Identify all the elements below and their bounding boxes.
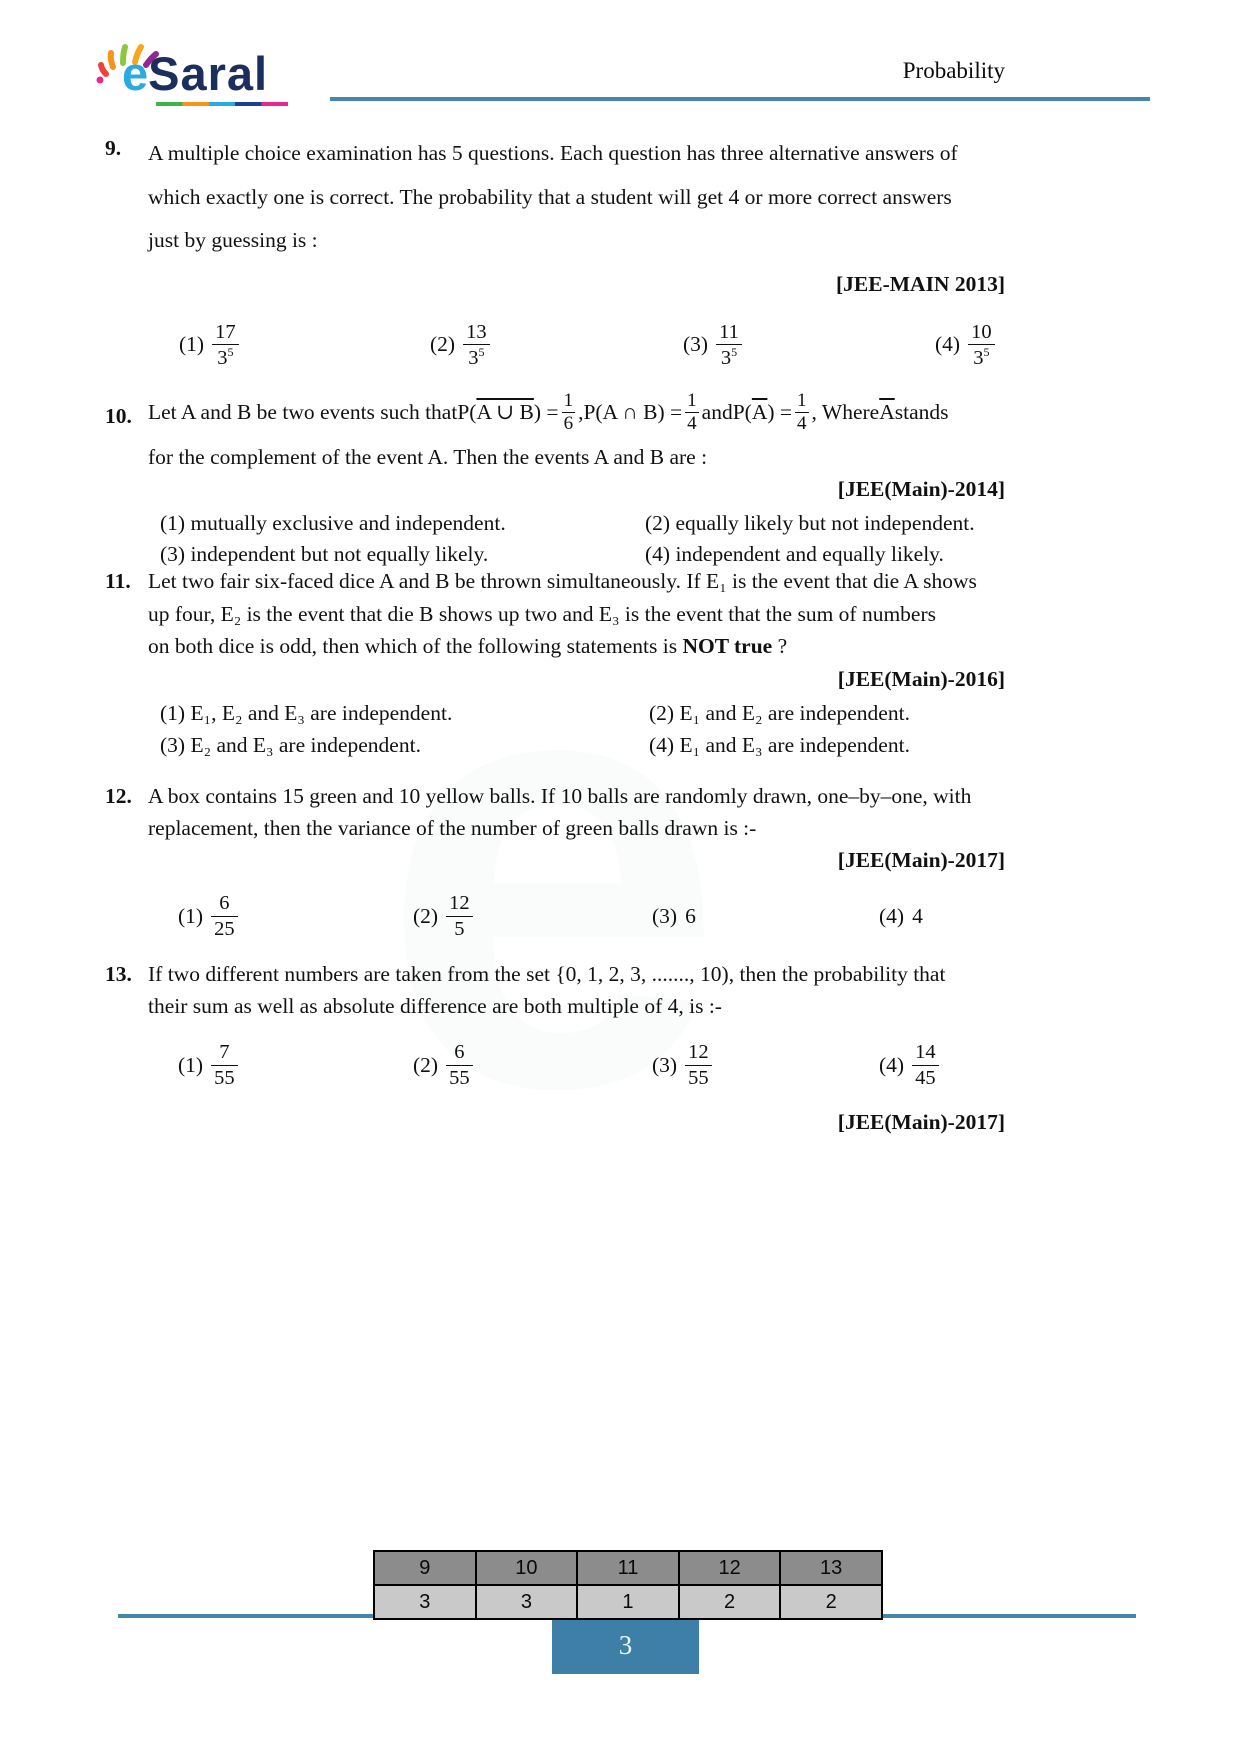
option-3: (3) $\frac{11}{3^5}$ — [683, 314, 742, 376]
fraction: $\frac{6}{25}$ — [211, 891, 238, 940]
esaral-logo — [96, 38, 306, 108]
brand-text — [122, 46, 268, 101]
answer-table-answer-cell: 1 — [576, 1586, 678, 1618]
question-text-line: A box contains 15 green and 10 yellow balls. If 10 balls are randomly drawn, one–by–one, with — [148, 784, 972, 808]
question-number: 11. — [105, 569, 131, 593]
emphasis-text: NOT true — [682, 634, 773, 658]
option-2: (2) E₁ and E₂ are independent. — [649, 701, 910, 725]
question-number: 10. — [105, 404, 132, 428]
option-2: (2) $\frac{6}{55}$ — [413, 1034, 473, 1096]
question-12 — [105, 780, 1005, 949]
overline-expression: A ∪ B — [476, 400, 534, 424]
fraction: $\frac{11}{3^5}$ — [716, 320, 742, 370]
options-row — [148, 885, 1005, 949]
question-number: 12. — [105, 784, 132, 808]
overline-expression: $\overline{A}$ — [751, 400, 768, 424]
question-text-line: replacement, then the variance of the number of green balls drawn is :- — [148, 816, 757, 840]
question-11 — [105, 565, 1005, 763]
question-number: 13. — [105, 962, 132, 986]
answer-table-header-cell: 11 — [576, 1552, 678, 1586]
question-text-line: which exactly one is correct. The probability that a student will get 4 or more correct answers — [148, 184, 952, 209]
exam-tag: [JEE-MAIN 2013] — [836, 271, 1005, 296]
fraction: $\frac{1}{4}$ — [797, 390, 807, 434]
question-text-line: up four, E₂ is the event that die B shows up two and E₃ is the event that the sum of numbers — [148, 601, 936, 626]
option-3: (3) independent but not equally likely. — [160, 542, 489, 566]
fraction: $\frac{14}{45}$ — [912, 1040, 939, 1089]
option-4: (4) 4 — [879, 904, 923, 928]
question-math-line: Let A and B be two events such that P( A ∪ B ) = $\frac{1}{6}$ , P(A ∩ B) = $\frac{1}{4}$ and P( $\overline{A}$ ) = $\frac{1}{4}$ , Where $\overline{A}$ stands — [148, 390, 949, 434]
option-2: (2) $\frac{12}{5}$ — [413, 885, 473, 947]
fraction: $\frac{1}{4}$ — [687, 390, 697, 434]
option-4: (4) $\frac{10}{3^5}$ — [935, 314, 995, 376]
options-grid — [148, 507, 1005, 571]
fraction: $\frac{17}{3^5}$ — [212, 320, 239, 370]
option-2: (2) $\frac{13}{3^5}$ — [430, 314, 490, 376]
options-row — [148, 1034, 1005, 1098]
option-2: (2) equally likely but not independent. — [645, 511, 975, 535]
answer-table — [373, 1550, 883, 1620]
brand-underline — [156, 102, 288, 106]
option-1: (1) mutually exclusive and independent. — [160, 511, 506, 535]
exam-tag: [JEE(Main)-2014] — [837, 477, 1005, 501]
exam-tag: [JEE(Main)-2017] — [837, 1110, 1005, 1134]
page-number-badge: 3 — [552, 1617, 699, 1674]
answer-table-answer-cell: 3 — [475, 1586, 577, 1618]
option-4: (4) E₁ and E₃ are independent. — [649, 733, 910, 757]
answer-table-answer-cell: 2 — [678, 1586, 780, 1618]
fraction: $\frac{12}{55}$ — [685, 1040, 712, 1089]
option-1: (1) $\frac{17}{3^5}$ — [179, 314, 239, 376]
question-10 — [105, 383, 1005, 571]
brand-letter-e: e — [122, 47, 149, 100]
option-1: (1) $\frac{6}{25}$ — [178, 885, 238, 947]
options-row — [148, 314, 1005, 378]
answer-table-header-cell: 10 — [475, 1552, 577, 1586]
question-number: 9. — [105, 136, 122, 160]
exam-tag: [JEE(Main)-2016] — [837, 666, 1005, 691]
answer-table-answer-row — [375, 1586, 881, 1618]
answer-table-header-row — [375, 1552, 881, 1586]
option-1: (1) E₁, E₂ and E₃ are independent. — [160, 701, 453, 725]
option-3: (3) E₂ and E₃ are independent. — [160, 733, 421, 757]
overline-expression: $\overline{A}$ — [879, 400, 895, 424]
answer-table-header-cell: 12 — [678, 1552, 780, 1586]
option-4: (4) $\frac{14}{45}$ — [879, 1034, 939, 1096]
fraction: $\frac{13}{3^5}$ — [463, 320, 490, 370]
question-text-line: If two different numbers are taken from the set {0, 1, 2, 3, ......., 10), then the probability that — [148, 962, 946, 986]
options-grid — [148, 697, 1005, 763]
fraction: $\frac{10}{3^5}$ — [968, 320, 995, 370]
fraction: $\frac{1}{6}$ — [563, 390, 574, 434]
option-3: (3) 6 — [652, 904, 696, 928]
question-text-line: just by guessing is : — [148, 228, 318, 252]
answer-table-header-cell: 13 — [779, 1552, 881, 1586]
brand-word-saral: Saral — [148, 47, 269, 100]
fraction: $\frac{12}{5}$ — [446, 891, 473, 940]
page-title: Probability — [902, 58, 1005, 83]
question-13 — [105, 958, 1005, 1138]
question-text-line: A multiple choice examination has 5 questions. Each question has three alternative answers of — [148, 141, 958, 165]
answer-table-answer-cell: 3 — [375, 1586, 475, 1618]
fraction: $\frac{6}{55}$ — [446, 1040, 473, 1089]
answer-table-answer-cell: 2 — [779, 1586, 881, 1618]
question-text-line: for the complement of the event A. Then the events A and B are : — [148, 445, 708, 469]
header-rule — [330, 97, 1150, 101]
option-1: (1) $\frac{7}{55}$ — [178, 1034, 238, 1096]
question-text-line: on both dice is odd, then which of the following statements is NOT true ? — [148, 634, 788, 658]
question-text-line: Let two fair six-faced dice A and B be thrown simultaneously. If E₁ is the event that die A shows — [148, 569, 977, 593]
option-3: (3) $\frac{12}{55}$ — [652, 1034, 712, 1096]
fraction: $\frac{7}{55}$ — [211, 1040, 238, 1089]
question-9 — [105, 132, 1005, 378]
exam-tag: [JEE(Main)-2017] — [837, 848, 1005, 872]
option-4: (4) independent and equally likely. — [645, 542, 944, 566]
answer-table-header-cell: 9 — [375, 1552, 475, 1586]
question-text-line: their sum as well as absolute difference are both multiple of 4, is :- — [148, 994, 722, 1018]
